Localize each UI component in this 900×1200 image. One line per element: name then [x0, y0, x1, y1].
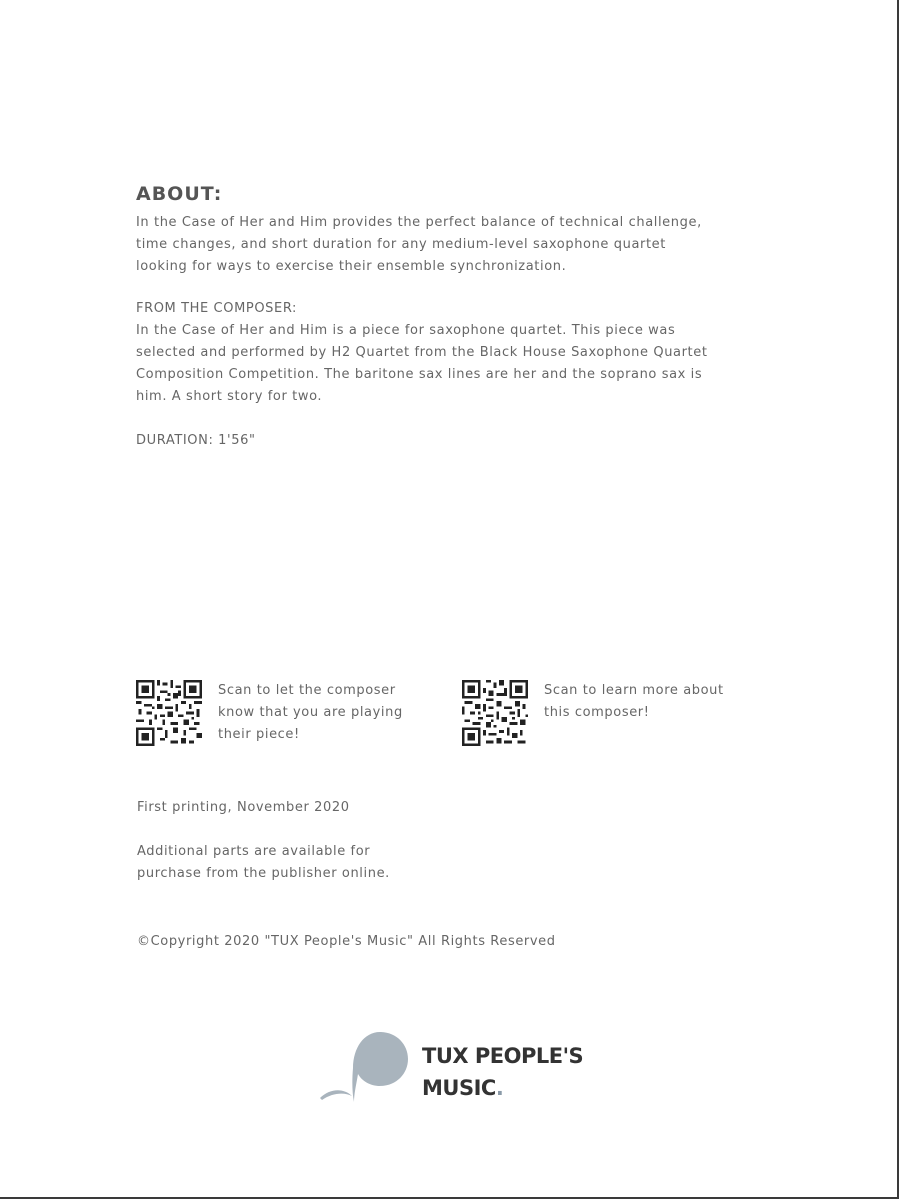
- additional-parts-note: [137, 841, 390, 885]
- composer-line: In the Case of Her and Him is a piece for saxophone quartet. This piece was: [136, 323, 676, 338]
- additional-parts-line: purchase from the publisher online.: [137, 866, 390, 881]
- duration: DURATION: 1'56": [136, 433, 256, 448]
- additional-parts-line: Additional parts are available for: [137, 844, 371, 859]
- about-line: looking for ways to exercise their ensemble synchronization.: [136, 259, 567, 274]
- logo-line-1: TUX PEOPLE'S: [422, 1044, 584, 1068]
- composer-line: selected and performed by H2 Quartet from the Black House Saxophone Quartet: [136, 345, 708, 360]
- about-line: In the Case of Her and Him provides the perfect balance of technical challenge,: [136, 215, 702, 230]
- qr-block-composer-info: [462, 680, 724, 746]
- about-line: time changes, and short duration for any medium-level saxophone quartet: [136, 237, 666, 252]
- about-heading: ABOUT:: [136, 183, 223, 205]
- qr-caption-line: this composer!: [544, 705, 650, 720]
- about-section: [136, 182, 776, 452]
- copyright-notice: ©Copyright 2020 "TUX People's Music" All Rights Reserved: [137, 934, 556, 949]
- qr-caption-line: know that you are playing: [218, 705, 403, 720]
- publisher-logo: [318, 1030, 618, 1110]
- qr-caption-composer-info: [544, 680, 724, 724]
- composer-line: him. A short story for two.: [136, 389, 323, 404]
- qr-caption-line: Scan to learn more about: [544, 683, 724, 698]
- composer-line: Composition Competition. The baritone sax lines are her and the soprano sax is: [136, 367, 703, 382]
- qr-caption-line: Scan to let the composer: [218, 683, 396, 698]
- qr-code-icon[interactable]: [462, 680, 528, 746]
- logo-line-2: [422, 1072, 583, 1104]
- qr-code-icon[interactable]: [136, 680, 202, 746]
- logo-line-2-text: MUSIC: [422, 1076, 496, 1100]
- logo-wordmark: [422, 1040, 583, 1104]
- qr-caption-composer-contact: [218, 680, 403, 746]
- qr-block-composer-contact: [136, 680, 403, 746]
- logo-dot: .: [495, 1076, 504, 1100]
- qr-caption-line: their piece!: [218, 727, 300, 742]
- speech-bubble-logo-icon: [318, 1030, 418, 1110]
- composer-heading: FROM THE COMPOSER:: [136, 301, 298, 316]
- first-printing-note: First printing, November 2020: [137, 800, 350, 815]
- qr-row: [136, 680, 776, 750]
